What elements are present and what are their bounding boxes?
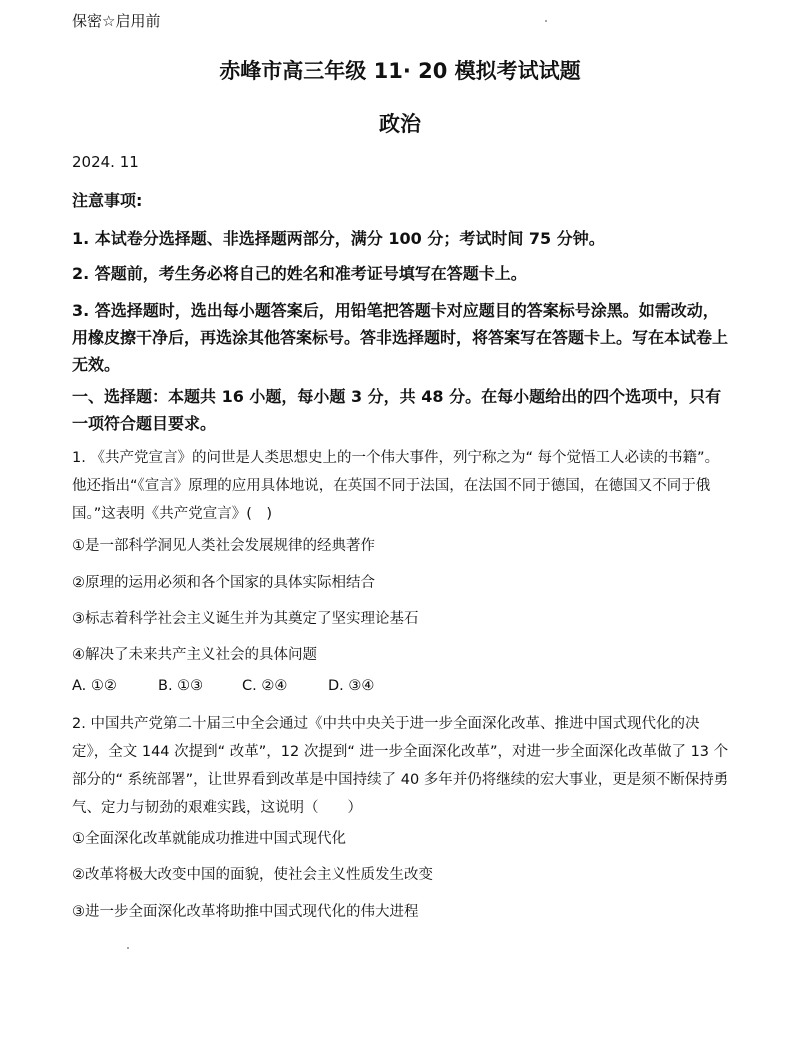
question-1-stem: 1. 《共产党宣言》的问世是人类思想史上的一个伟大事件，列宁称之为“ 每个觉悟工人必读的书籍”。他还指出“《宣言》原理的应用具体地说，在英国不同于法国，在法国不同于德国，在德国又不同于俄国。”这表明《共产党宣言》( ) [72,450,720,522]
question-1-statement-3: ③标志着科学社会主义诞生并为其奠定了坚实理论基石 [72,611,419,627]
exam-date: 2024. 11 [72,153,139,171]
choice-d[interactable]: D. ③④ [328,678,375,694]
question-2-statement-3: ③进一步全面深化改革将助推中国式现代化的伟大进程 [72,904,419,920]
scan-speck [127,947,129,949]
notice-heading: 注意事项: [72,191,143,210]
choice-b[interactable]: B. ①③ [158,678,204,694]
choice-a[interactable]: A. ①② [72,678,117,694]
question-1-statement-4: ④解决了未来共产主义社会的具体问题 [72,647,317,663]
notice-item-2: 2. 答题前，考生务必将自己的姓名和准考证号填写在答题卡上。 [72,264,527,283]
question-1-statement-1: ①是一部科学洞见人类社会发展规律的经典著作 [72,538,375,554]
choice-c[interactable]: C. ②④ [242,678,288,694]
notice-item-3: 3. 答选择题时，选出每小题答案后，用铅笔把答题卡对应题目的答案标号涂黑。如需改动，用橡皮擦干净后，再选涂其他答案标号。答非选择题时，将答案写在答题卡上。写在本试卷上无效。 [72,301,729,374]
subject-title: 政治 [379,112,421,136]
confidential-label: 保密☆启用前 [72,12,161,30]
section-heading: 一、选择题：本题共 16 小题，每小题 3 分，共 48 分。在每小题给出的四个选项中，只有一项符合题目要求。 [72,387,722,433]
exam-title: 赤峰市高三年级 11· 20 模拟考试试题 [219,59,581,83]
notice-item-1: 1. 本试卷分选择题、非选择题两部分，满分 100 分；考试时间 75 分钟。 [72,229,605,248]
question-2-stem: 2. 中国共产党第二十届三中全会通过《中共中央关于进一步全面深化改革、推进中国式现代化的决定》，全文 144 次提到“ 改革”，12 次提到“ 进一步全面深化改革”，对进一步全面深化改革做了 13 个部分的“ 系统部署”，让世界看到改革是中国持续了 40 多年并仍将继续的宏大事业，更是须不断保持勇气、定力与韧劲的艰难实践，这说明（ ） [72,716,729,816]
question-1-choices [72,678,374,694]
question-1-statement-2: ②原理的运用必须和各个国家的具体实际相结合 [72,575,375,591]
scan-speck [545,20,547,22]
question-2-statement-1: ①全面深化改革就能成功推进中国式现代化 [72,831,346,847]
question-2-statement-2: ②改革将极大改变中国的面貌，使社会主义性质发生改变 [72,867,433,883]
